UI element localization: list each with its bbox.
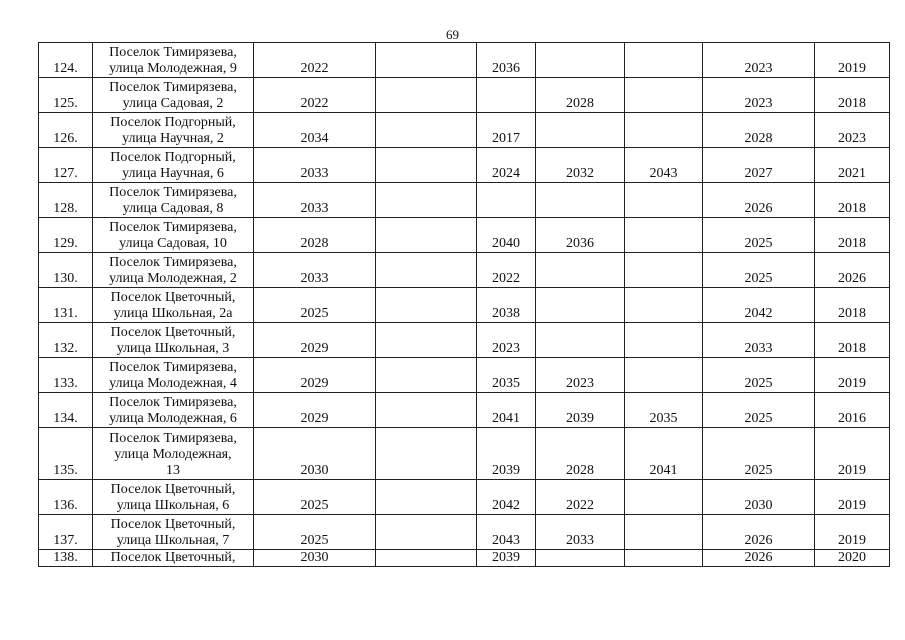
year-cell: 2028 [536, 78, 625, 113]
address-line: улица Садовая, 2 [122, 96, 224, 111]
table-row [39, 183, 890, 218]
address-cell [93, 515, 254, 550]
year-cell [376, 358, 477, 393]
year-cell [625, 288, 703, 323]
row-number: 136. [39, 480, 93, 515]
address-line: Поселок Тимирязева, [109, 360, 237, 375]
address-line: улица Молодежная, 6 [109, 411, 237, 426]
address-line: Поселок Тимирязева, [109, 395, 237, 410]
address-line: улица Садовая, 10 [119, 236, 227, 251]
year-cell: 2025 [703, 428, 815, 480]
year-cell: 2023 [815, 113, 890, 148]
address-cell [93, 43, 254, 78]
table-row [39, 113, 890, 148]
schedule-table [38, 42, 890, 567]
year-cell: 2043 [625, 148, 703, 183]
year-cell: 2017 [477, 113, 536, 148]
address-line: улица Молодежная, [114, 447, 232, 462]
row-number: 131. [39, 288, 93, 323]
table-row [39, 480, 890, 515]
year-cell [625, 43, 703, 78]
year-cell: 2025 [254, 480, 376, 515]
address-line: 13 [166, 463, 180, 478]
address-line: Поселок Тимирязева, [109, 220, 237, 235]
year-cell: 2030 [254, 550, 376, 567]
year-cell: 2023 [477, 323, 536, 358]
year-cell: 2030 [254, 428, 376, 480]
year-cell: 2024 [477, 148, 536, 183]
address-line: Поселок Тимирязева, [109, 185, 237, 200]
address-line: улица Школьная, 7 [116, 533, 230, 548]
year-cell: 2019 [815, 358, 890, 393]
year-cell [376, 288, 477, 323]
address-cell [93, 323, 254, 358]
year-cell [376, 515, 477, 550]
row-number: 138. [39, 550, 93, 567]
year-cell: 2034 [254, 113, 376, 148]
year-cell [376, 113, 477, 148]
year-cell [376, 43, 477, 78]
year-cell [625, 358, 703, 393]
year-cell: 2029 [254, 393, 376, 428]
year-cell: 2021 [815, 148, 890, 183]
year-cell: 2039 [477, 428, 536, 480]
row-number: 126. [39, 113, 93, 148]
row-number: 137. [39, 515, 93, 550]
year-cell: 2036 [477, 43, 536, 78]
address-cell [93, 550, 254, 567]
year-cell: 2019 [815, 428, 890, 480]
year-cell: 2041 [625, 428, 703, 480]
address-line: Поселок Тимирязева, [109, 431, 237, 446]
year-cell [625, 218, 703, 253]
year-cell: 2022 [254, 43, 376, 78]
year-cell [477, 78, 536, 113]
year-cell: 2030 [703, 480, 815, 515]
address-line: Поселок Тимирязева, [109, 45, 237, 60]
row-number: 132. [39, 323, 93, 358]
year-cell [625, 515, 703, 550]
year-cell: 2025 [254, 288, 376, 323]
address-cell [93, 183, 254, 218]
year-cell: 2033 [254, 183, 376, 218]
address-cell [93, 218, 254, 253]
address-line: Поселок Цветочный, [110, 325, 236, 340]
year-cell: 2042 [703, 288, 815, 323]
table-row [39, 218, 890, 253]
address-cell [93, 428, 254, 480]
year-cell [477, 183, 536, 218]
year-cell: 2019 [815, 43, 890, 78]
year-cell: 2025 [703, 218, 815, 253]
year-cell: 2018 [815, 288, 890, 323]
address-line: Поселок Подгорный, [110, 150, 236, 165]
address-line: Поселок Цветочный, [110, 290, 236, 305]
address-line: Поселок Тимирязева, [109, 255, 237, 270]
year-cell [625, 113, 703, 148]
year-cell: 2018 [815, 183, 890, 218]
year-cell: 2018 [815, 218, 890, 253]
row-number: 130. [39, 253, 93, 288]
year-cell: 2039 [477, 550, 536, 567]
year-cell: 2028 [703, 113, 815, 148]
year-cell: 2025 [703, 393, 815, 428]
address-line: улица Молодежная, 2 [109, 271, 237, 286]
year-cell: 2022 [477, 253, 536, 288]
address-cell [93, 358, 254, 393]
row-number: 128. [39, 183, 93, 218]
address-line: улица Школьная, 2а [113, 306, 233, 321]
year-cell: 2028 [254, 218, 376, 253]
year-cell: 2039 [536, 393, 625, 428]
address-line: Поселок Тимирязева, [109, 80, 237, 95]
year-cell [376, 480, 477, 515]
year-cell [625, 323, 703, 358]
year-cell [625, 183, 703, 218]
row-number: 124. [39, 43, 93, 78]
year-cell: 2025 [703, 358, 815, 393]
year-cell: 2029 [254, 358, 376, 393]
row-number: 129. [39, 218, 93, 253]
year-cell: 2035 [625, 393, 703, 428]
table-body [39, 43, 890, 567]
table-row [39, 550, 890, 567]
year-cell: 2033 [536, 515, 625, 550]
year-cell: 2029 [254, 323, 376, 358]
table-row [39, 148, 890, 183]
year-cell [376, 393, 477, 428]
address-line: улица Молодежная, 9 [109, 61, 237, 76]
address-cell [93, 480, 254, 515]
table-row [39, 393, 890, 428]
address-line: Поселок Подгорный, [110, 115, 236, 130]
year-cell: 2026 [815, 253, 890, 288]
row-number: 133. [39, 358, 93, 393]
year-cell: 2025 [254, 515, 376, 550]
year-cell: 2026 [703, 550, 815, 567]
year-cell: 2022 [536, 480, 625, 515]
year-cell: 2019 [815, 515, 890, 550]
year-cell: 2035 [477, 358, 536, 393]
year-cell: 2033 [703, 323, 815, 358]
table-row [39, 253, 890, 288]
address-cell [93, 113, 254, 148]
year-cell: 2028 [536, 428, 625, 480]
row-number: 127. [39, 148, 93, 183]
year-cell: 2043 [477, 515, 536, 550]
year-cell: 2023 [536, 358, 625, 393]
year-cell: 2041 [477, 393, 536, 428]
year-cell [536, 288, 625, 323]
address-cell [93, 253, 254, 288]
year-cell: 2026 [703, 183, 815, 218]
address-cell [93, 148, 254, 183]
year-cell: 2016 [815, 393, 890, 428]
year-cell: 2038 [477, 288, 536, 323]
year-cell [376, 253, 477, 288]
address-line: Поселок Цветочный, [110, 550, 236, 565]
page-number: 69 [446, 27, 459, 42]
year-cell: 2022 [254, 78, 376, 113]
year-cell [376, 183, 477, 218]
address-cell [93, 78, 254, 113]
year-cell [536, 323, 625, 358]
year-cell [625, 480, 703, 515]
year-cell [625, 550, 703, 567]
row-number: 125. [39, 78, 93, 113]
address-line: улица Школьная, 3 [116, 341, 230, 356]
year-cell [376, 323, 477, 358]
year-cell: 2042 [477, 480, 536, 515]
year-cell: 2025 [703, 253, 815, 288]
year-cell: 2023 [703, 43, 815, 78]
year-cell: 2027 [703, 148, 815, 183]
year-cell [376, 428, 477, 480]
year-cell: 2023 [703, 78, 815, 113]
address-line: Поселок Цветочный, [110, 517, 236, 532]
address-line: улица Научная, 2 [122, 131, 224, 146]
year-cell: 2040 [477, 218, 536, 253]
year-cell: 2033 [254, 148, 376, 183]
row-number: 134. [39, 393, 93, 428]
row-number: 135. [39, 428, 93, 480]
address-line: улица Молодежная, 4 [109, 376, 237, 391]
year-cell: 2020 [815, 550, 890, 567]
year-cell: 2032 [536, 148, 625, 183]
year-cell [536, 183, 625, 218]
address-line: улица Школьная, 6 [116, 498, 230, 513]
year-cell [376, 550, 477, 567]
table-row [39, 428, 890, 480]
table-row [39, 515, 890, 550]
table-row [39, 288, 890, 323]
year-cell [625, 78, 703, 113]
table-row [39, 78, 890, 113]
year-cell [536, 43, 625, 78]
year-cell [376, 78, 477, 113]
year-cell [536, 550, 625, 567]
address-line: улица Научная, 6 [122, 166, 224, 181]
table-row [39, 358, 890, 393]
year-cell [536, 113, 625, 148]
year-cell: 2018 [815, 323, 890, 358]
year-cell [376, 218, 477, 253]
year-cell: 2019 [815, 480, 890, 515]
table-row [39, 43, 890, 78]
year-cell [376, 148, 477, 183]
year-cell: 2026 [703, 515, 815, 550]
address-cell [93, 288, 254, 323]
year-cell: 2018 [815, 78, 890, 113]
year-cell [536, 253, 625, 288]
address-line: Поселок Цветочный, [110, 482, 236, 497]
year-cell: 2033 [254, 253, 376, 288]
table-row [39, 323, 890, 358]
address-line: улица Садовая, 8 [122, 201, 224, 216]
year-cell: 2036 [536, 218, 625, 253]
address-cell [93, 393, 254, 428]
year-cell [625, 253, 703, 288]
